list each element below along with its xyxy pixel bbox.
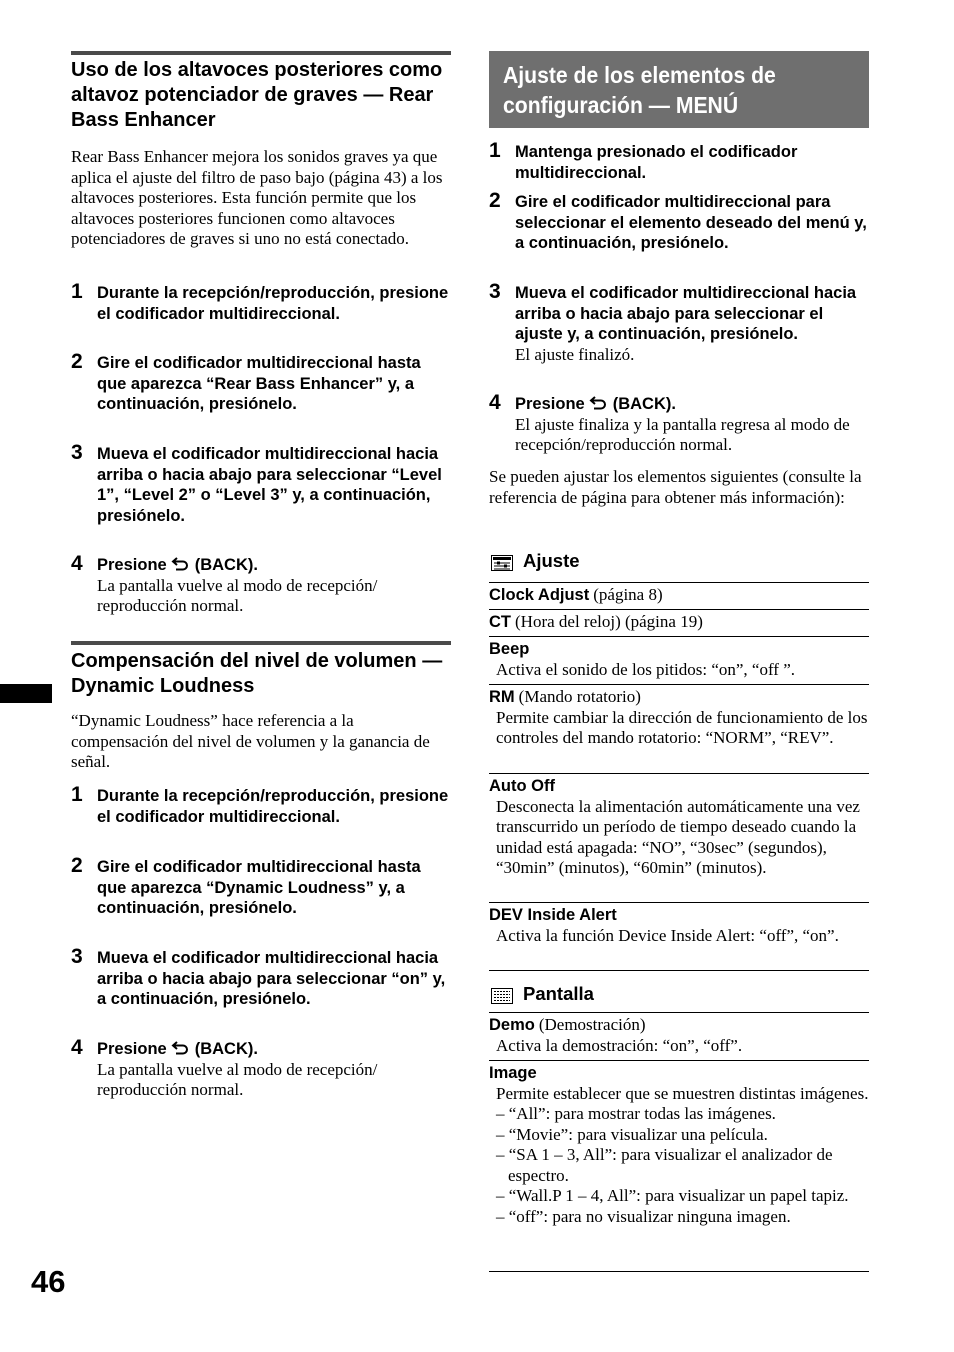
step-text: Mueva el codificador multidireccional hacia arriba o hacia abajo para seleccionar “on” y, a continuación, presiónelo. xyxy=(97,949,446,1008)
step-number: 1 xyxy=(71,280,83,303)
image-option: – “Movie”: para visualizar una película. xyxy=(496,1124,768,1144)
item-name: CT xyxy=(489,613,511,631)
menu-step-4 xyxy=(489,391,869,456)
menu-item-dev-inside-alert xyxy=(489,905,869,946)
pantalla-category-label: Pantalla xyxy=(523,983,594,1004)
step-number: 3 xyxy=(489,280,501,303)
item-ref: (Hora del reloj) (página 19) xyxy=(515,612,703,631)
item-rule xyxy=(489,902,869,903)
step-note: El ajuste finalizó. xyxy=(515,344,635,364)
item-description: Activa el sonido de los pitidos: “on”, “off ”. xyxy=(496,659,796,679)
menu-item-rm xyxy=(489,687,869,749)
item-name: Auto Off xyxy=(489,777,555,795)
step-note: El ajuste finaliza y la pantalla regresa al modo de recepción/reproducción normal. xyxy=(515,414,850,454)
rear-bass-enhancer-intro: Rear Bass Enhancer mejora los sonidos graves ya que aplica el ajuste del filtro de paso bajo (página 43) a los altavoces posteriores. Esta función permite que los altavoces posteriores funcionen como altavoces potenciadores de graves si uno no está conectado. xyxy=(71,147,443,248)
item-rule xyxy=(489,1271,869,1272)
step-note: La pantalla vuelve al modo de recepción/ reproducción normal. xyxy=(97,1059,378,1099)
dl-step-2 xyxy=(71,854,451,919)
step-text: Gire el codificador multidireccional para seleccionar el elemento deseado del menú y, a continuación, presiónelo. xyxy=(515,193,867,252)
dl-step-1 xyxy=(71,783,451,827)
image-option: – “off”: para no visualizar ninguna imagen. xyxy=(496,1206,791,1226)
image-option: – “All”: para mostrar todas las imágenes. xyxy=(496,1104,776,1123)
step-number: 2 xyxy=(489,189,501,212)
dl-step-4 xyxy=(71,1036,451,1101)
item-ref: (página 8) xyxy=(593,585,663,604)
dynamic-loudness-intro: “Dynamic Loudness” hace referencia a la compensación del nivel de volumen y la ganancia de señal. xyxy=(71,711,430,771)
settings-menu-icon xyxy=(491,555,513,571)
section-rule xyxy=(71,51,451,55)
step-number: 4 xyxy=(71,1036,83,1059)
item-name: Beep xyxy=(489,640,530,658)
step-number: 3 xyxy=(71,441,83,464)
dl-step-3 xyxy=(71,945,451,1010)
menu-item-clock-adjust xyxy=(489,585,869,606)
step-number: 2 xyxy=(71,854,83,877)
step-text: Mueva el codificador multidireccional hacia arriba o hacia abajo para seleccionar el ajuste y, a continuación, presiónelo. xyxy=(515,284,857,343)
item-description: Desconecta la alimentación automáticamente una vez transcurrido un período de tiempo deseado cuando la unidad está apagada: “NO”, “30sec” (segundos), “30min” (minutos), “60min” (minutos). xyxy=(496,796,860,877)
ajuste-category-label: Ajuste xyxy=(523,550,580,571)
item-rule xyxy=(489,582,869,583)
menu-item-image xyxy=(489,1063,869,1227)
item-rule xyxy=(489,970,869,971)
step-text: Gire el codificador multidireccional hasta que aparezca “Dynamic Loudness” y, a continuación, presiónelo. xyxy=(97,858,421,917)
page-number: 46 xyxy=(31,1264,66,1299)
section-rule xyxy=(71,641,451,645)
step-text-pre: Presione xyxy=(97,556,167,574)
item-name: DEV Inside Alert xyxy=(489,906,617,924)
rbe-step-1 xyxy=(71,280,451,324)
back-icon xyxy=(171,557,191,571)
menu-step-3 xyxy=(489,280,869,365)
step-text xyxy=(97,1039,451,1060)
step-number: 2 xyxy=(71,350,83,373)
step-text-post: (BACK). xyxy=(612,395,676,413)
item-rule xyxy=(489,773,869,774)
dynamic-loudness-heading: Compensación del nivel de volumen — Dynamic Loudness xyxy=(71,650,443,697)
rbe-step-2 xyxy=(71,350,451,415)
step-number: 1 xyxy=(489,139,501,162)
step-text: Mantenga presionado el codificador multidireccional. xyxy=(515,143,798,182)
menu-step-1 xyxy=(489,139,869,183)
step-text-pre: Presione xyxy=(515,395,585,413)
step-text xyxy=(97,555,451,576)
step-note: La pantalla vuelve al modo de recepción/ reproducción normal. xyxy=(97,575,378,615)
item-name: Clock Adjust xyxy=(489,586,590,604)
step-text-post: (BACK). xyxy=(194,1040,258,1058)
item-description: Permite establecer que se muestren distintas imágenes. xyxy=(496,1083,869,1103)
display-menu-icon xyxy=(491,988,513,1004)
image-option: – “Wall.P 1 – 4, All”: para visualizar un papel tapiz. xyxy=(496,1186,849,1205)
step-text-pre: Presione xyxy=(97,1040,167,1058)
step-text: Mueva el codificador multidireccional hacia arriba o hacia abajo para seleccionar “Level 1”, “Level 2” o “Level 3” y, a continuación, presiónelo. xyxy=(97,445,442,525)
item-ref: (Mando rotatorio) xyxy=(518,687,641,706)
item-name: RM xyxy=(489,688,515,706)
menu-step-2 xyxy=(489,189,869,254)
image-option: – “SA 1 – 3, All”: para visualizar el analizador de espectro. xyxy=(496,1145,833,1185)
section-tab-marker xyxy=(0,684,52,703)
item-description: Activa la demostración: “on”, “off”. xyxy=(496,1035,743,1055)
step-number: 1 xyxy=(71,783,83,806)
back-icon xyxy=(171,1041,191,1055)
item-rule xyxy=(489,1012,869,1013)
pantalla-category xyxy=(489,983,869,1009)
item-rule xyxy=(489,684,869,685)
menu-items-intro: Se pueden ajustar los elementos siguientes (consulte la referencia de página para obtener más información): xyxy=(489,467,862,507)
step-text: Gire el codificador multidireccional hasta que aparezca “Rear Bass Enhancer” y, a continuación, presiónelo. xyxy=(97,354,421,413)
menu-section-title: Ajuste de los elementos de configuración — MENÚ xyxy=(503,62,776,118)
step-text-post: (BACK). xyxy=(194,556,258,574)
step-number: 4 xyxy=(489,391,501,414)
back-icon xyxy=(589,396,609,410)
rear-bass-enhancer-heading: Uso de los altavoces posteriores como altavoz potenciador de graves — Rear Bass Enhancer xyxy=(71,59,443,131)
item-description: Activa la función Device Inside Alert: “off”, “on”. xyxy=(496,925,839,945)
menu-item-auto-off xyxy=(489,776,869,879)
item-name: Image xyxy=(489,1064,537,1082)
item-rule xyxy=(489,636,869,637)
step-text: Durante la recepción/reproducción, presione el codificador multidireccional. xyxy=(97,787,449,826)
menu-section-banner xyxy=(489,51,869,128)
step-text xyxy=(515,394,869,415)
step-number: 3 xyxy=(71,945,83,968)
item-name: Demo xyxy=(489,1016,535,1034)
item-description: Permite cambiar la dirección de funcionamiento de los controles del mando rotatorio: “NORM”, “REV”. xyxy=(496,707,868,747)
menu-item-ct xyxy=(489,612,869,633)
rbe-step-3 xyxy=(71,441,451,526)
step-number: 4 xyxy=(71,552,83,575)
item-ref: (Demostración) xyxy=(538,1015,646,1034)
rbe-step-4 xyxy=(71,552,451,617)
item-rule xyxy=(489,1060,869,1061)
menu-item-demo xyxy=(489,1015,869,1056)
step-text: Durante la recepción/reproducción, presione el codificador multidireccional. xyxy=(97,284,449,323)
menu-item-beep xyxy=(489,639,869,680)
item-rule xyxy=(489,609,869,610)
ajuste-category xyxy=(489,550,869,576)
